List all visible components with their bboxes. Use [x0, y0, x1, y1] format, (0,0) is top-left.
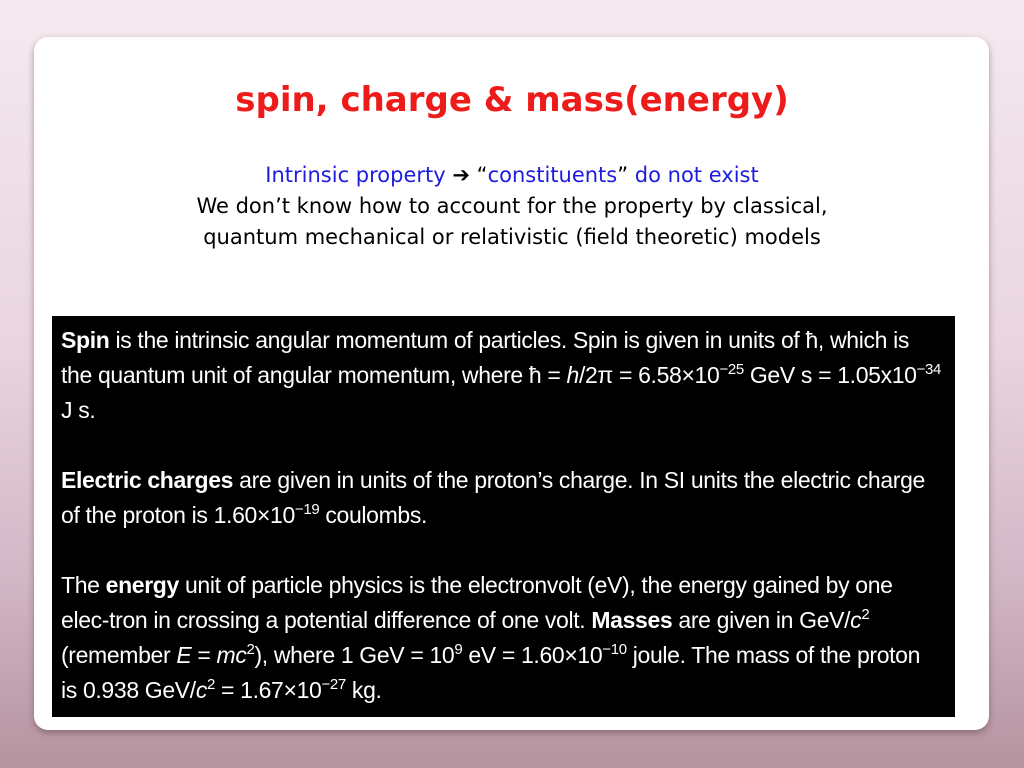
energy-text-9: kg.: [345, 677, 382, 703]
charge-paragraph: [61, 463, 941, 533]
energy-text-7: joule. The mass of the proton is 0.938 GeV/: [61, 642, 921, 703]
intrinsic-property-text: Intrinsic property: [265, 163, 446, 187]
charge-exponent: −19: [294, 501, 320, 518]
mc-symbol: mc: [216, 642, 247, 668]
energy-exponent-1: 2: [861, 606, 870, 623]
charge-term: Electric charges: [61, 467, 234, 493]
spin-text-1: is the intrinsic angular momentum of particles. Spin is given in units of ħ, which is the quantum unit of angular momentum, where ħ =: [61, 327, 909, 388]
subtitle-line-2: We don’t know how to account for the property by classical,: [196, 194, 828, 218]
right-arrow-icon: ➔: [452, 163, 470, 187]
do-not-exist-text: do not exist: [628, 163, 759, 187]
subtitle-line-1: [0, 160, 1024, 191]
energy-exponent-3: 9: [454, 641, 463, 658]
energy-text-4: =: [191, 642, 217, 668]
slide-title: spin, charge & mass(energy): [235, 80, 789, 120]
energy-term: energy: [105, 572, 179, 598]
subtitle-line-3: quantum mechanical or relativistic (field theoretic) models: [203, 225, 821, 249]
spin-paragraph: [61, 323, 941, 428]
energy-text-0: The: [61, 572, 106, 598]
spin-h-symbol: h: [566, 362, 579, 388]
spin-text-4: J s.: [61, 397, 96, 423]
c-symbol-2: c: [195, 677, 207, 703]
energy-text-3: (remember: [61, 642, 177, 668]
open-quote: “: [470, 163, 488, 187]
masses-term: Masses: [591, 607, 673, 633]
energy-paragraph: [61, 568, 941, 708]
spin-term: Spin: [61, 327, 110, 353]
spin-exponent-2: −34: [916, 361, 942, 378]
c-symbol-1: c: [850, 607, 862, 633]
energy-exponent-5: 2: [206, 676, 215, 693]
energy-exponent-6: −27: [321, 676, 346, 693]
spin-text-3: GeV s = 1.05x10: [743, 362, 917, 388]
constituents-text: constituents: [487, 163, 618, 187]
close-quote: ”: [617, 163, 629, 187]
definitions-box: [52, 316, 955, 717]
energy-text-1: unit of particle physics is the electronvolt (eV), the energy gained by one elec-tron in crossing a potential difference of one volt.: [61, 572, 893, 633]
energy-text-2: are given in GeV/: [672, 607, 851, 633]
spin-text-2: /2π = 6.58×10: [578, 362, 720, 388]
energy-text-6: eV = 1.60×10: [462, 642, 603, 668]
e-symbol: E: [176, 642, 192, 668]
energy-exponent-4: −10: [602, 641, 627, 658]
charge-text-2: coulombs.: [319, 502, 428, 528]
energy-text-5: ), where 1 GeV = 10: [254, 642, 455, 668]
energy-text-8: = 1.67×10: [214, 677, 322, 703]
energy-exponent-2: 2: [246, 641, 255, 658]
charge-text-1: are given in units of the proton’s charge. In SI units the electric charge of the proton is 1.60×10: [61, 467, 925, 528]
spin-exponent-1: −25: [719, 361, 744, 378]
slide-subtitle: [0, 160, 1024, 253]
